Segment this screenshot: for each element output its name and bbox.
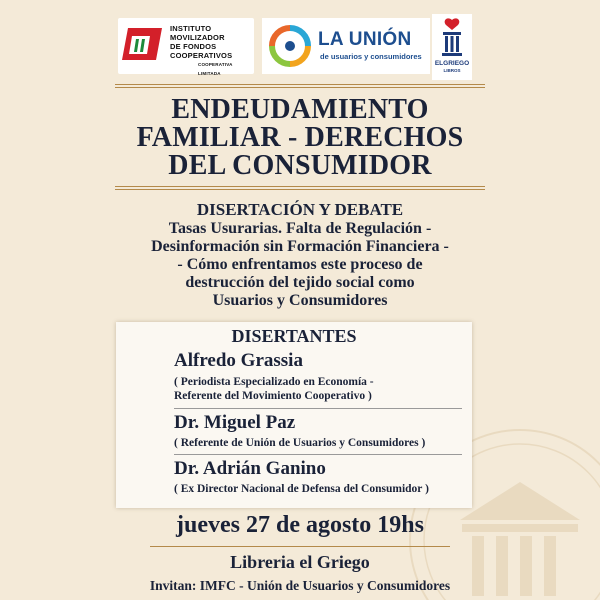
- speaker-name: Alfredo Grassia: [174, 350, 303, 371]
- imfc-small: COOPERATIVA LIMITADA: [198, 62, 233, 76]
- imfc-line-2: MOVILIZADOR: [170, 33, 225, 42]
- speaker-divider: [174, 454, 462, 455]
- griego-column-icon: [436, 16, 468, 60]
- date-divider: [150, 546, 450, 547]
- title-line-3: DEL CONSUMIDOR: [168, 150, 432, 181]
- griego-name: [432, 60, 472, 74]
- speaker-role: ( Periodista Especializado en Economía -: [174, 376, 374, 388]
- description-line: - Cómo enfrentamos este proceso de: [177, 256, 423, 273]
- top-divider: [115, 84, 485, 88]
- speaker-role: ( Referente de Unión de Usuarios y Consumidores ): [174, 437, 426, 449]
- speaker-role: Referente del Movimiento Cooperativo ): [174, 390, 372, 402]
- speaker-name: Dr. Adrián Ganino: [174, 458, 326, 479]
- imfc-logo: [118, 18, 254, 74]
- speakers-panel: [116, 322, 472, 508]
- description: [95, 220, 505, 310]
- subtitle: DISERTACIÓN Y DEBATE: [196, 200, 404, 219]
- description-line: Usuarios y Consumidores: [212, 292, 388, 309]
- description-line: Tasas Usurarias. Falta de Regulación -: [168, 220, 432, 237]
- union-logo: [262, 18, 430, 74]
- union-title: LA UNIÓN: [318, 29, 412, 50]
- imfc-emblem-icon: [122, 26, 162, 62]
- speaker-divider: [174, 408, 462, 409]
- griego-subtitle: LIBROS: [443, 68, 461, 73]
- description-line: destrucción del tejido social como: [185, 274, 415, 291]
- griego-title: ELGRIEGO: [434, 60, 470, 67]
- imfc-line-4: COOPERATIVOS: [170, 51, 233, 60]
- imfc-name: [170, 24, 254, 78]
- union-emblem-icon: [268, 24, 312, 68]
- union-subtitle: de usuarios y consumidores: [320, 52, 422, 61]
- event-venue: Libreria el Griego: [230, 552, 370, 572]
- speaker-role: ( Ex Director Nacional de Defensa del Consumidor ): [174, 483, 429, 495]
- logo-bar: [0, 14, 600, 80]
- title-divider: [115, 186, 485, 190]
- title-line-1: ENDEUDAMIENTO: [171, 94, 429, 125]
- imfc-line-3: DE FONDOS: [170, 42, 217, 51]
- title-line-2: FAMILIAR - DERECHOS: [136, 122, 464, 153]
- imfc-line-1: INSTITUTO: [170, 24, 212, 33]
- speakers-heading: DISERTANTES: [231, 326, 357, 346]
- speaker-name: Dr. Miguel Paz: [174, 412, 296, 433]
- main-title: [100, 96, 500, 180]
- griego-logo: [432, 14, 472, 80]
- event-date: jueves 27 de agosto 19hs: [175, 512, 424, 538]
- event-invite: Invitan: IMFC - Unión de Usuarios y Consumidores: [149, 578, 451, 593]
- description-line: Desinformación sin Formación Financiera -: [151, 238, 449, 255]
